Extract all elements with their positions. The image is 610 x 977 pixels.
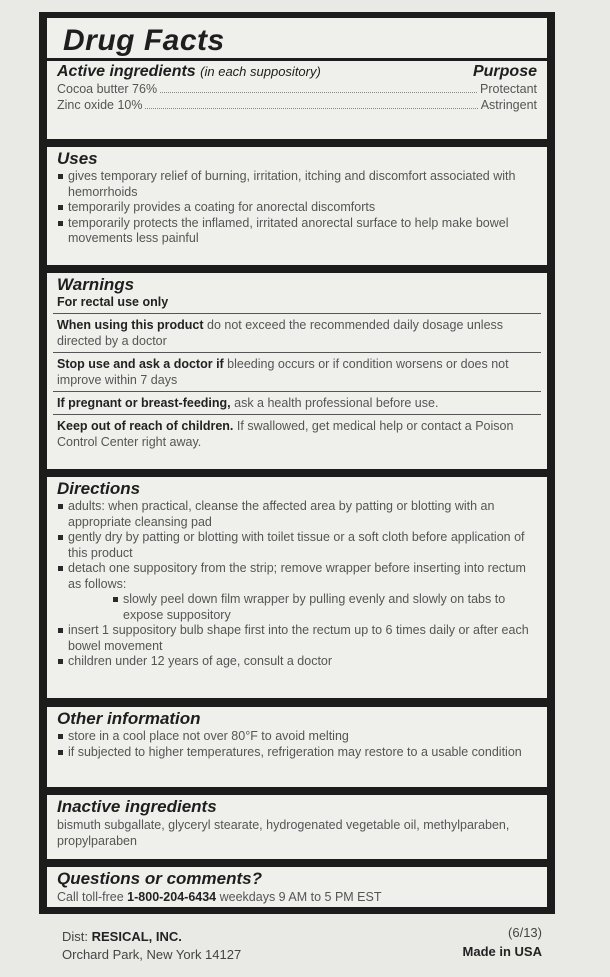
active-ingredients-panel — [47, 18, 547, 139]
directions-item: adults: when practical, cleanse the affected area by patting or blotting with an appropriate cleansing pad — [57, 499, 537, 530]
directions-list — [57, 499, 537, 670]
active-ingredients-header — [57, 63, 537, 81]
children-warning: Keep out of reach of children. If swallowed, get medical help or contact a Poison Control Center right away. — [53, 414, 541, 453]
ingredient-row — [57, 97, 537, 113]
other-information-item: store in a cool place not over 80°F to avoid melting — [57, 729, 537, 745]
pregnancy-warning: If pregnant or breast-feeding, ask a health professional before use. — [53, 391, 541, 414]
directions-heading: Directions — [57, 479, 141, 498]
directions-sub-item: slowly peel down film wrapper by pulling evenly and slowly on tabs to expose suppository — [57, 592, 537, 623]
uses-list — [57, 169, 537, 247]
ingredient-name: Zinc oxide 10% — [57, 98, 143, 112]
other-information-list — [57, 729, 537, 760]
inactive-ingredients-text: bismuth subgallate, glyceryl stearate, hydrogenated vegetable oil, methylparaben, propylparaben — [57, 818, 510, 848]
active-ingredients-note: (in each suppository) — [200, 64, 321, 79]
when-using-warning: When using this product do not exceed the recommended daily dosage unless directed by a doctor — [53, 313, 541, 352]
questions-panel — [47, 867, 547, 907]
leader-dots — [145, 108, 477, 109]
uses-heading: Uses — [57, 149, 98, 168]
questions-text: Call toll-free 1-800-204-6434 weekdays 9 AM to 5 PM EST — [57, 890, 382, 904]
phone-number: 1-800-204-6434 — [127, 890, 217, 904]
inactive-ingredients-panel — [47, 795, 547, 859]
rectal-use-warning: For rectal use only — [57, 295, 169, 309]
drug-facts-label — [39, 12, 555, 914]
revision-code: (6/13) — [508, 925, 542, 940]
title-divider — [47, 58, 547, 61]
purpose-heading: Purpose — [472, 63, 537, 80]
dist-label: Dist: — [62, 929, 92, 944]
ingredient-name: Cocoa butter 76% — [57, 82, 158, 96]
ingredient-purpose: Astringent — [480, 98, 537, 112]
directions-panel — [47, 477, 547, 698]
uses-panel — [47, 147, 547, 265]
directions-item: children under 12 years of age, consult a doctor — [57, 654, 537, 670]
directions-item: insert 1 suppository bulb shape first into the rectum up to 6 times daily or after each bowel movement — [57, 623, 537, 654]
uses-item: gives temporary relief of burning, irritation, itching and discomfort associated with hemorrhoids — [57, 169, 537, 200]
uses-item: temporarily provides a coating for anorectal discomforts — [57, 200, 537, 216]
company-name: RESICAL, INC. — [91, 929, 182, 944]
made-in-usa: Made in USA — [462, 944, 542, 959]
uses-item: temporarily protects the inflamed, irritated anorectal surface to help make bowel movements less painful — [57, 216, 537, 247]
questions-heading: Questions or comments? — [57, 869, 262, 888]
stop-use-warning: Stop use and ask a doctor if bleeding occurs or if condition worsens or does not improve within 7 days — [53, 352, 541, 391]
warnings-heading: Warnings — [57, 275, 135, 294]
other-information-heading: Other information — [57, 709, 201, 728]
distributor-info — [62, 928, 241, 964]
company-address: Orchard Park, New York 14127 — [62, 947, 242, 962]
other-information-item: if subjected to higher temperatures, refrigeration may restore to a usable condition — [57, 745, 537, 761]
warnings-panel — [47, 273, 547, 469]
leader-dots — [160, 92, 477, 93]
page-title: Drug Facts — [63, 24, 225, 57]
directions-item: detach one suppository from the strip; remove wrapper before inserting into rectum as follows: — [57, 561, 537, 592]
inactive-ingredients-heading: Inactive ingredients — [57, 797, 217, 816]
active-ingredients-heading: Active ingredients (in each suppository) — [57, 63, 321, 80]
ingredient-purpose: Protectant — [480, 82, 537, 96]
other-information-panel — [47, 707, 547, 787]
directions-item: gently dry by patting or blotting with toilet tissue or a soft cloth before application of this product — [57, 530, 537, 561]
ingredient-row — [57, 81, 537, 97]
